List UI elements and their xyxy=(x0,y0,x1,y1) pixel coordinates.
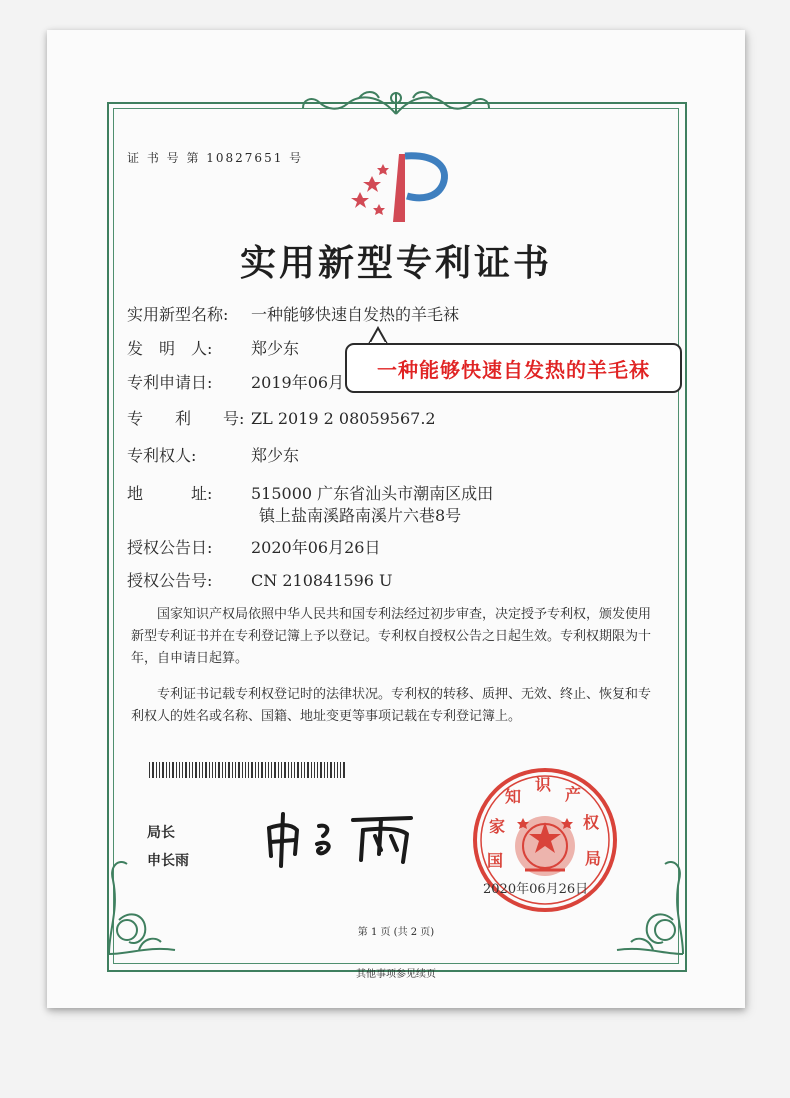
patent-office-logo-icon xyxy=(347,148,457,228)
field-application-date xyxy=(127,370,344,393)
field-value: ZL 2019 2 08059567.2 xyxy=(251,409,436,428)
field-label: 专 利 号: xyxy=(127,409,245,428)
svg-text:国: 国 xyxy=(487,851,504,870)
field-label: 授权公告日: xyxy=(127,538,213,557)
top-ornament xyxy=(299,86,493,120)
page-number: 第 1 页 (共 2 页) xyxy=(357,927,435,938)
svg-text:知: 知 xyxy=(505,787,522,806)
field-value: 郑少东 xyxy=(251,446,300,465)
field-address xyxy=(127,481,493,504)
field-value: 2019年06月 xyxy=(251,373,345,392)
field-grant-announcement-number xyxy=(127,568,393,591)
certificate-title: 实用新型专利证书 xyxy=(239,242,552,284)
barcode xyxy=(149,762,349,778)
field-patentee xyxy=(127,443,299,466)
certificate-sheet xyxy=(47,30,745,1008)
director-signature xyxy=(257,800,427,870)
field-label: 授权公告号: xyxy=(127,571,213,590)
svg-text:局: 局 xyxy=(585,849,602,868)
svg-text:产: 产 xyxy=(565,785,582,804)
product-name-callout: 一种能够快速自发热的羊毛袜 xyxy=(345,343,682,393)
field-address-line2: 镇上盐南溪路南溪片六巷8号 xyxy=(259,506,462,525)
certificate-paragraph-1: 国家知识产权局依照中华人民共和国专利法经过初步审查，决定授予专利权，颁发使用新型专利证书并在专利登记簿上予以登记。专利权自授权公告之日起生效。专利权期限为十年，自申请日起算。 xyxy=(131,607,652,666)
certificate-paragraph-2: 专利证书记载专利权登记时的法律状况。专利权的转移、质押、无效、终止、恢复和专利权人的姓名或名称、国籍、地址变更等事项记载在专利登记簿上。 xyxy=(131,687,652,724)
field-value: 一种能够快速自发热的羊毛袜 xyxy=(251,305,460,324)
field-utility-model-name xyxy=(127,302,459,325)
field-inventor xyxy=(127,336,299,359)
field-value: CN 210841596 U xyxy=(251,571,393,590)
svg-text:家: 家 xyxy=(489,817,506,836)
field-label: 专利权人: xyxy=(127,446,197,465)
director-name: 申长雨 xyxy=(147,853,189,869)
field-patent-number xyxy=(127,406,436,429)
certificate-number: 证 书 号 第 10827651 号 xyxy=(127,151,304,165)
field-label: 专利申请日: xyxy=(127,373,213,392)
seal-date: 2020年06月26日 xyxy=(483,882,589,897)
field-grant-announcement-date xyxy=(127,535,380,558)
field-label: 实用新型名称: xyxy=(127,305,229,324)
field-label: 地 址: xyxy=(127,484,213,503)
svg-text:权: 权 xyxy=(583,813,600,832)
svg-text:识: 识 xyxy=(535,775,552,794)
field-value: 2020年06月26日 xyxy=(251,538,381,557)
field-value: 515000 广东省汕头市潮南区成田 xyxy=(251,484,494,503)
footer-note: 其他事项参见续页 xyxy=(356,969,436,980)
field-label: 发 明 人: xyxy=(127,339,213,358)
field-value: 郑少东 xyxy=(251,339,300,358)
director-title: 局长 xyxy=(147,825,175,841)
